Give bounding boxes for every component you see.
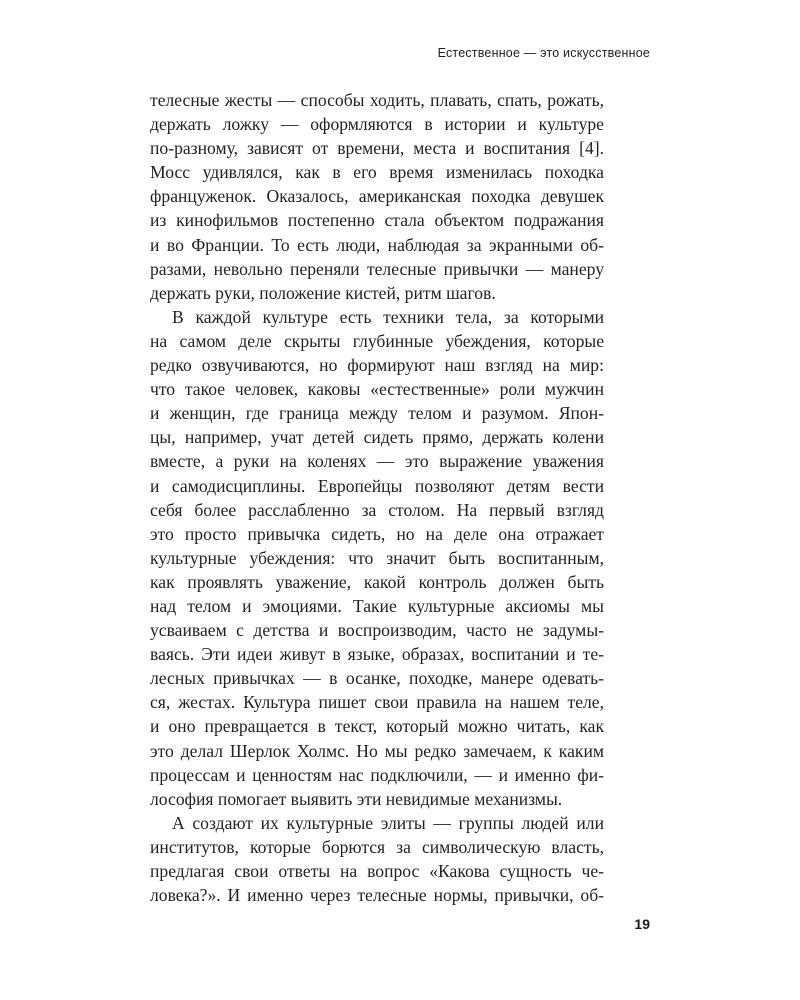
text-line: что такое человек, каковы «естественные» роли мужчин: [150, 379, 604, 400]
text-line: и во Франции. То есть люди, наблюдая за экранными об-: [150, 234, 604, 255]
text-line: лесных привычках — в осанке, походке, манере одевать-: [150, 668, 604, 689]
text-line: француженок. Оказалось, американская походка девушек: [150, 186, 604, 207]
text-line: лософия помогает выявить эти невидимые механизмы.: [150, 788, 563, 809]
text-line: как проявлять уважение, какой контроль должен быть: [150, 571, 604, 592]
text-line: держать ложку — оформляются в истории и культуре: [150, 114, 604, 135]
text-line: и оно превращается в текст, который можно читать, как: [150, 716, 604, 737]
page-number: 19: [634, 916, 650, 932]
text-line: на самом деле скрыты глубинные убеждения, которые: [150, 330, 604, 351]
text-line: и женщин, где граница между телом и разумом. Япон-: [150, 403, 604, 424]
text-line: и самодисциплины. Европейцы позволяют детям вести: [150, 475, 604, 496]
text-line: по-разному, зависят от времени, места и воспитания [4].: [150, 138, 604, 159]
text-line: В каждой культуре есть техники тела, за которыми: [172, 306, 604, 327]
text-line: над телом и эмоциями. Такие культурные аксиомы мы: [150, 595, 604, 616]
running-head: Естественное — это искусственное: [437, 46, 650, 60]
text-line: ся, жестах. Культура пишет свои правила на нашем теле,: [150, 692, 604, 713]
text-line: это делал Шерлок Холмс. Но мы редко замечаем, к каким: [150, 740, 604, 761]
text-line: А создают их культурные элиты — группы людей или: [172, 812, 604, 833]
text-line: себя более расслабленно за столом. На первый взгляд: [150, 499, 604, 520]
text-line: предлагая свои ответы на вопрос «Какова сущность че-: [150, 861, 604, 881]
text-line: телесные жесты — способы ходить, плавать, спать, рожать,: [150, 90, 604, 110]
text-line: институтов, которые борются за символическую власть,: [150, 836, 604, 857]
text-line: Мосс удивлялся, как в его время изменилась походка: [150, 162, 604, 183]
text-line: ваясь. Эти идеи живут в языке, образах, воспитании и те-: [150, 644, 604, 665]
text-line: вместе, а руки на коленях — это выражение уважения: [150, 451, 604, 472]
body-text: [150, 88, 604, 907]
text-line: цы, например, учат детей сидеть прямо, держать колени: [150, 427, 604, 448]
text-line: усваиваем с детства и воспроизводим, часто не задумы-: [150, 620, 604, 641]
text-line: процессам и ценностям нас подключили, — и именно фи-: [150, 764, 604, 785]
text-line: культурные убеждения: что значит быть воспитанным,: [150, 547, 604, 568]
text-line: ловека?». И именно через телесные нормы, привычки, об-: [150, 885, 604, 906]
text-line: разами, невольно переняли телесные привычки — манеру: [150, 258, 604, 279]
text-line: держать руки, положение кистей, ритм шагов.: [150, 282, 496, 303]
text-line: редко озвучиваются, но формируют наш взгляд на мир:: [150, 355, 604, 376]
text-line: из кинофильмов постепенно стала объектом подражания: [150, 210, 604, 231]
text-line: это просто привычка сидеть, но на деле она отражает: [150, 523, 604, 544]
